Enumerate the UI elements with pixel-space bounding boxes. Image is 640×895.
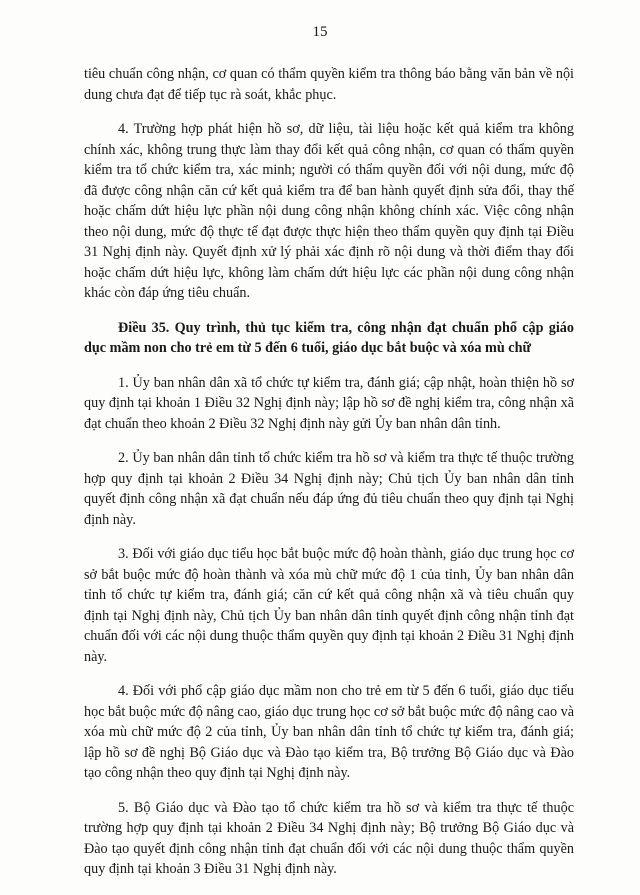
paragraph-continuation: tiêu chuẩn công nhận, cơ quan có thẩm quyền kiểm tra thông báo bằng văn bản về nội dung chưa đạt để tiếp tục rà soát, khắc phục.: [84, 66, 574, 103]
article-35-heading: Điều 35. Quy trình, thủ tục kiểm tra, công nhận đạt chuẩn phổ cập giáo dục mầm non cho trẻ em từ 5 đến 6 tuổi, giáo dục bắt buộc và xóa mù chữ: [84, 319, 574, 356]
paragraph-article-35-clause-4: 4. Đối với phổ cập giáo dục mầm non cho trẻ em từ 5 đến 6 tuổi, giáo dục tiểu học bắt buộc mức độ nâng cao, giáo dục trung học cơ sở bắt buộc mức độ nâng cao và xóa mù chữ mức độ 2 của tỉnh, Ủy ban nhân dân tỉnh tổ chức tự kiểm tra, đánh giá; lập hồ sơ đề nghị Bộ Giáo dục và Đào tạo kiểm tra, Bộ trưởng Bộ Giáo dục và Đào tạo công nhận theo quy định tại Nghị định này.: [84, 683, 574, 781]
paragraph-clause-4: 4. Trường hợp phát hiện hồ sơ, dữ liệu, tài liệu hoặc kết quả kiểm tra không chính xác, không trung thực làm thay đổi kết quả công nhận, cơ quan có thẩm quyền kiểm tra tổ chức kiểm tra, xác minh; người có thẩm quyền đối với nội dung, mức độ đã được công nhận căn cứ kết quả kiểm tra để ban hành quyết định sửa đổi, thay thế hoặc chấm dứt hiệu lực phần nội dung công nhận không chính xác. Việc công nhận theo nội dung, mức độ thực tế đạt được thực hiện theo thẩm quyền quy định tại Điều 31 Nghị định này. Quyết định xử lý phải xác định rõ nội dung và thời điểm thay đổi hoặc chấm dứt hiệu lực, không làm chấm dứt hiệu lực các phần nội dung công nhận khác còn đáp ứng tiêu chuẩn.: [84, 121, 574, 301]
page-number: 15: [312, 24, 328, 40]
paragraph-article-35-clause-5: 5. Bộ Giáo dục và Đào tạo tổ chức kiểm tra hồ sơ và kiểm tra thực tế thuộc trường hợp quy định tại khoản 2 Điều 34 Nghị định này; Bộ trưởng Bộ Giáo dục và Đào tạo quyết định công nhận tỉnh đạt chuẩn đối với các nội dung thuộc thẩm quyền quy định tại khoản 3 Điều 31 Nghị định này.: [84, 799, 574, 877]
paragraph-article-35-clause-2: 2. Ủy ban nhân dân tỉnh tổ chức kiểm tra hồ sơ và kiểm tra thực tế thuộc trường hợp quy định tại khoản 2 Điều 34 Nghị định này; Chủ tịch Ủy ban nhân dân tỉnh quyết định công nhận xã đạt chuẩn nếu đáp ứng đủ tiêu chuẩn theo quy định tại Nghị định này.: [84, 450, 574, 528]
document-body: [84, 64, 574, 894]
paragraph-article-35-clause-1: 1. Ủy ban nhân dân xã tổ chức tự kiểm tra, đánh giá; cập nhật, hoàn thiện hồ sơ quy định tại khoản 1 Điều 32 Nghị định này; lập hồ sơ đề nghị kiểm tra, công nhận xã đạt chuẩn theo khoản 2 Điều 32 Nghị định này gửi Ủy ban nhân dân tỉnh.: [84, 374, 574, 432]
paragraph-article-35-clause-3: 3. Đối với giáo dục tiểu học bắt buộc mức độ hoàn thành, giáo dục trung học cơ sở bắt buộc mức độ hoàn thành và xóa mù chữ mức độ 1 của tỉnh, Ủy ban nhân dân tỉnh tổ chức tự kiểm tra, đánh giá; căn cứ kết quả công nhận xã và tiêu chuẩn quy định tại Nghị định này, Chủ tịch Ủy ban nhân dân tỉnh quyết định công nhận tỉnh đạt chuẩn đối với các nội dung thuộc thẩm quyền quy định tại khoản 2 Điều 31 Nghị định này.: [84, 546, 574, 665]
